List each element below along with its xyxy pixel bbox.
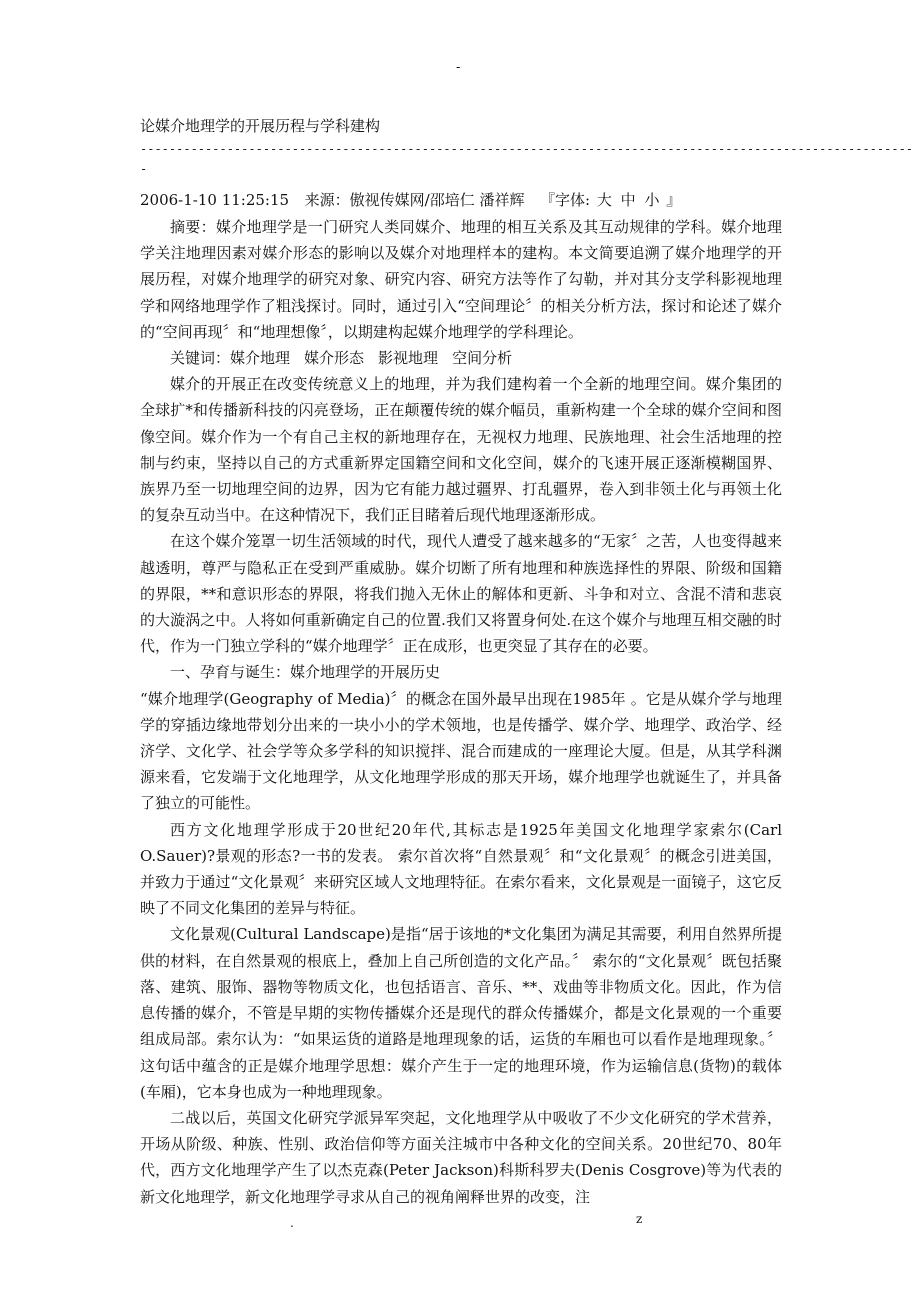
body-paragraph: 媒介的开展正在改变传统意义上的地理，并为我们建构着一个全新的地理空间。媒介集团的全球扩*和传播新科技的闪亮登场，正在颠覆传统的媒介幅员，重新构建一个全球的媒介空间和图像空间。媒介作为一个有自己主权的新地理存在，无视权力地理、民族地理、社会生活地理的控制与约束，坚持以自己的方式重新界定国籍空间和文化空间，媒介的飞速开展正逐渐模糊国界、族界乃至一切地理空间的边界，因为它有能力越过疆界、打乱疆界，卷入到非领土化与再领土化的复杂互动当中。在这种情况下，我们正目睹着后现代地理逐渐形成。 — [140, 375, 782, 525]
abstract-paragraph: 摘要：媒介地理学是一门研究人类同媒介、地理的相互关系及其互动规律的学科。媒介地理学关注地理因素对媒介形态的影响以及媒介对地理样本的建构。本文简要追溯了媒介地理学的开展历程，对媒介地理学的研究对象、研究内容、研究方法等作了勾勒，并对其分支学科影视地理学和网络地理学作了粗浅探讨。同时，通过引入“空间理论〞的相关分析方法，探讨和论述了媒介的“空间再现〞和“地理想像〞，以期建构起媒介地理学的学科理论。 — [140, 218, 782, 341]
font-size-large-link[interactable]: 大 — [596, 191, 612, 209]
keyword: 影视地理 — [378, 349, 439, 368]
body-paragraph: 二战以后，英国文化研究学派异军突起，文化地理学从中吸收了不少文化研究的学术营养，开场从阶级、种族、性别、政治信仰等方面关注城市中各种文化的空间关系。20世纪70、80年代，西方文化地理学产生了以杰克森(Peter Jackson)科斯科罗夫(Denis Cosgrove)等为代表的新文化地理学，新文化地理学寻求从自己的视角阐释世界的改变，注 — [140, 1108, 782, 1206]
body-paragraph: “媒介地理学(Geography of Media)〞的概念在国外最早出现在1985年 。它是从媒介学与地理学的穿插边缘地带划分出来的一块小小的学术领地，也是传播学、媒介学、地理学、政治学、经济学、文化学、社会学等众多学科的知识搅拌、混合而建成的一座理论大厦。但是，从其学科渊源来看，它发端于文化地理学，从文化地理学形成的那天开场，媒介地理学也就诞生了，并具备了独立的可能性。 — [140, 689, 782, 813]
body-paragraph: 在这个媒介笼罩一切生活领域的时代，现代人遭受了越来越多的“无家〞之苦，人也变得越来越透明，尊严与隐私正在受到严重威胁。媒介切断了所有地理和种族选择性的界限、阶级和国籍的界限，**和意识形态的界限，将我们抛入无休止的解体和更新、斗争和对立、含混不清和悲哀的大漩涡之中。人将如何重新确定自己的位置.我们又将置身何处.在这个媒介与地理互相交融的时代，作为一门独立学科的“媒介地理学〞正在成形，也更突显了其存在的必要。 — [140, 532, 782, 656]
separator-rule-tail: - — [140, 162, 148, 176]
article-meta — [140, 186, 782, 214]
keyword: 媒介形态 — [304, 349, 365, 368]
body-paragraph: 文化景观(Cultural Landscape)是指“居于该地的*文化集团为满足其需要，利用自然界所提供的材料，在自然景观的根底上，叠加上自己所创造的文化产品。〞 索尔的“文化景观〞既包括聚落、建筑、服饰、器物等物质文化，也包括语言、音乐、**、戏曲等非物质文化。因此，作为信息传播的媒介，不管是早期的实物传播媒介还是现代的群众传播媒介，都是文化景观的一个重要组成局部。索尔认为：“如果运货的道路是地理现象的话，运货的车厢也可以看作是地理现象。〞 这句话中蕴含的正是媒介地理学思想：媒介产生于一定的地理环境，作为运输信息(货物)的载体(车厢)，它本身也成为一种地理现象。 — [140, 925, 782, 1101]
separator-rule: ----------------------------------------------------------------------------------------------------------- — [140, 142, 914, 156]
font-size-medium-link[interactable]: 中 — [620, 191, 636, 209]
article-source: 来源：傲视传媒网/邵培仁 潘祥辉 — [304, 191, 525, 209]
footer-left-mark: . — [290, 1216, 294, 1230]
keyword: 空间分析 — [452, 349, 513, 368]
keywords-line — [140, 345, 782, 371]
publish-datetime: 2006-1-10 11:25:15 — [140, 191, 290, 209]
article-title: 论媒介地理学的开展历程与学科建构 — [140, 117, 381, 135]
body-paragraph: 西方文化地理学形成于20世纪20年代,其标志是1925年美国文化地理学家索尔(Carl O.Sauer)?景观的形态?一书的发表。 索尔首次将“自然景观〞和“文化景观〞的概念引进美国，并致力于通过“文化景观〞来研究区域人文地理特征。在索尔看来，文化景观是一面镜子，这它反映了不同文化集团的差异与特征。 — [140, 820, 782, 918]
font-size-small-link[interactable]: 小 — [644, 191, 660, 209]
keyword: 媒介地理 — [230, 349, 291, 368]
header-mark: - — [456, 60, 461, 75]
article — [140, 112, 914, 1210]
section-heading: 一、孕育与诞生：媒介地理学的开展历史 — [170, 663, 441, 682]
keywords-label: 关键词： — [170, 349, 231, 368]
footer-right-mark: z — [636, 1212, 643, 1226]
font-size-prefix: 『字体: — [540, 191, 591, 209]
font-size-suffix: 』 — [666, 191, 682, 209]
